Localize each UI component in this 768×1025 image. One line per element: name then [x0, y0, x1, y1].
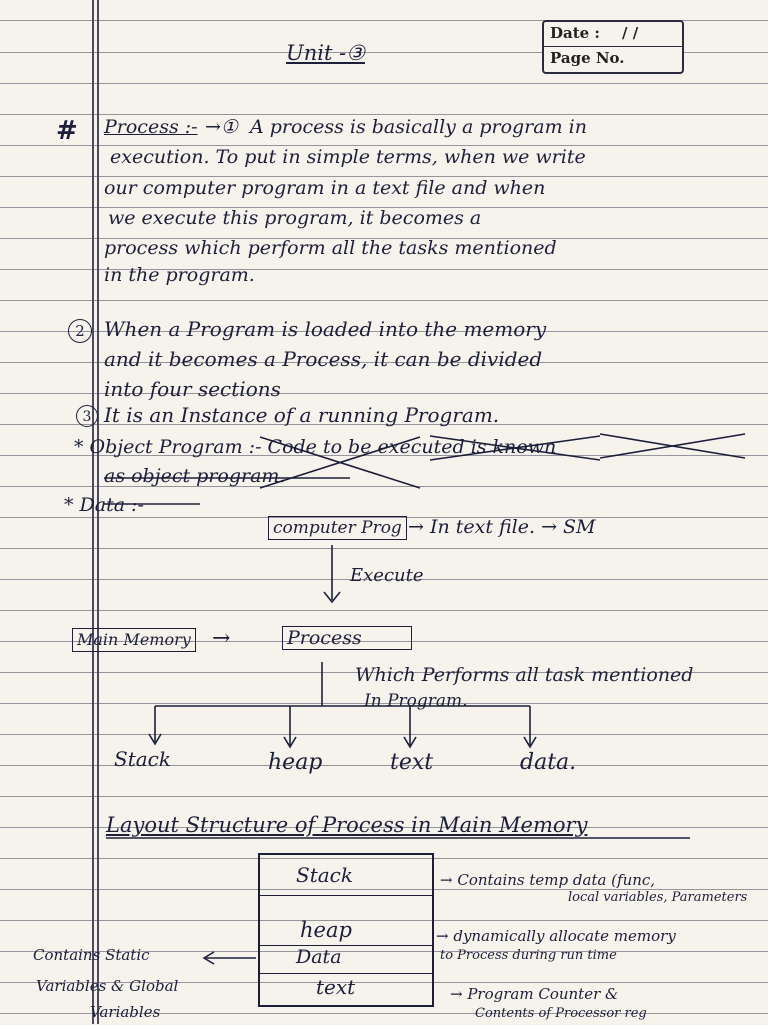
process-marker: →① [205, 116, 238, 138]
process-line: execution. To put in simple terms, when we write [110, 146, 586, 168]
section-data: Data [296, 946, 342, 968]
data-note: Contains Static [33, 946, 150, 964]
process-line: in the program. [104, 264, 255, 286]
text-file-label: → In text file. → SM [408, 516, 596, 538]
point-number: 2 [68, 319, 92, 343]
heap-note: → dynamically allocate memory [436, 927, 676, 945]
page-title: Unit -③ [286, 41, 365, 65]
point2-line: When a Program is loaded into the memory [104, 317, 547, 341]
section-text: text [316, 975, 356, 999]
data-note: Variables & Global [36, 977, 179, 995]
branch-stack: Stack [114, 747, 171, 771]
process-line: process which perform all the tasks mentioned [104, 237, 557, 259]
bullet-mark: # [56, 116, 78, 146]
point2-line: into four sections [104, 377, 281, 401]
section-heap: heap [300, 918, 352, 942]
branch-data: data. [520, 750, 577, 775]
point3-text: It is an Instance of a running Program. [104, 403, 500, 427]
arrow: → [212, 626, 231, 651]
main-memory-box: Main Memory [72, 628, 196, 652]
process-line: A process is basically a program in [250, 116, 587, 138]
process-heading: Process :- [104, 116, 198, 138]
stack-note: → Contains temp data (func, [440, 871, 656, 889]
section-stack: Stack [296, 863, 353, 887]
crossed-line: * Data :- [64, 494, 144, 516]
date-value: / / [622, 24, 639, 42]
branch-text: text [390, 750, 434, 775]
data-note: Variables [90, 1003, 161, 1021]
performs-label: Which Performs all task mentioned [355, 664, 694, 686]
process-line: our computer program in a text file and when [104, 177, 546, 199]
process-box: Process [282, 626, 412, 650]
text-note: → Program Counter & [450, 985, 619, 1003]
point2-line: and it becomes a Process, it can be divided [104, 347, 543, 371]
execute-label: Execute [350, 565, 424, 586]
date-label: Date : [550, 24, 600, 42]
point-number: 3 [76, 405, 98, 427]
in-program-label: In Program. [364, 691, 468, 711]
crossed-line: as object program. [104, 465, 286, 487]
crossed-line: * Object Program :- Code to be executed is known [74, 436, 557, 458]
computer-prog-box: computer Prog [268, 516, 407, 540]
heap-note: to Process during run time [440, 948, 617, 963]
text-note: Contents of Processor reg [475, 1006, 647, 1021]
process-line: we execute this program, it becomes a [108, 207, 482, 229]
branch-heap: heap [268, 750, 323, 775]
stack-note: local variables, Parameters [568, 890, 748, 905]
layout-title: Layout Structure of Process in Main Memory [106, 813, 588, 837]
page-no-label: Page No. [550, 49, 625, 67]
